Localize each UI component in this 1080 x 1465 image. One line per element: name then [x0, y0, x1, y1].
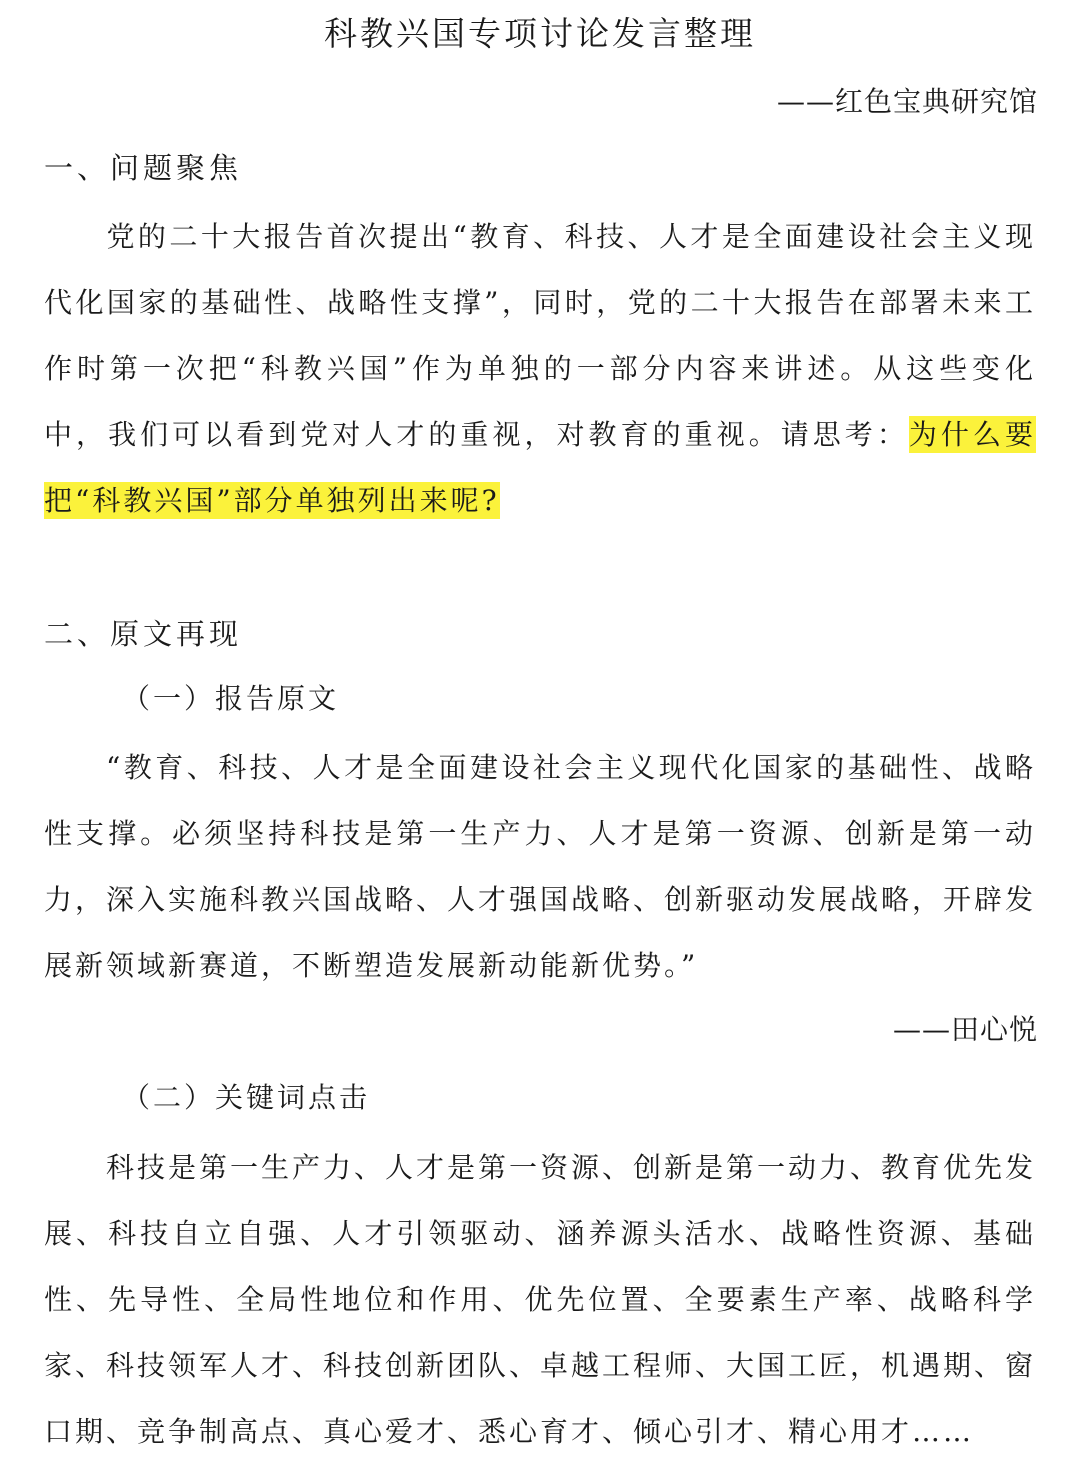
document-title: 科教兴国专项讨论发言整理	[324, 14, 756, 53]
source-byline: ——红色宝典研究馆	[776, 85, 1038, 118]
keywords-paragraph	[44, 1135, 1036, 1465]
problem-focus-text: 党的二十大报告首次提出“教育、科技、人才是全面建设社会主义现代化国家的基础性、战略性支撑”，同时，党的二十大报告在部署未来工作时第一次把“科教兴国”作为单独的一部分内容来讲述。从这些变化中，我们可以看到党对人才的重视，对教育的重视。请思考：	[44, 220, 1036, 451]
subheading-keywords: （二）关键词点击	[122, 1081, 371, 1114]
section-heading-original-text: 二、原文再现	[44, 617, 243, 651]
highlighted-question: 为什么要把“科教兴国”部分单独列出来呢?	[44, 418, 1036, 517]
problem-focus-paragraph	[44, 204, 1036, 534]
report-quote-text: “教育、科技、人才是全面建设社会主义现代化国家的基础性、战略性支撑。必须坚持科技是第一生产力、人才是第一资源、创新是第一动力，深入实施科教兴国战略、人才强国战略、创新驱动发展战略，开辟发展新领域新赛道，不断塑造发展新动能新优势。”	[44, 751, 1037, 982]
section-heading-problem-focus: 一、问题聚焦	[44, 151, 243, 185]
keywords-text: 科技是第一生产力、人才是第一资源、创新是第一动力、教育优先发展、科技自立自强、人才引领驱动、涵养源头活水、战略性资源、基础性、先导性、全局性地位和作用、优先位置、全要素生产率、战略科学家、科技领军人才、科技创新团队、卓越工程师、大国工匠，机遇期、窗口期、竞争制高点、真心爱才、悉心育才、倾心引才、精心用才……	[44, 1151, 1037, 1448]
report-quote-paragraph	[44, 735, 1036, 999]
author-byline: ——田心悦	[892, 1013, 1038, 1046]
subheading-report-text: （一）报告原文	[122, 682, 340, 715]
